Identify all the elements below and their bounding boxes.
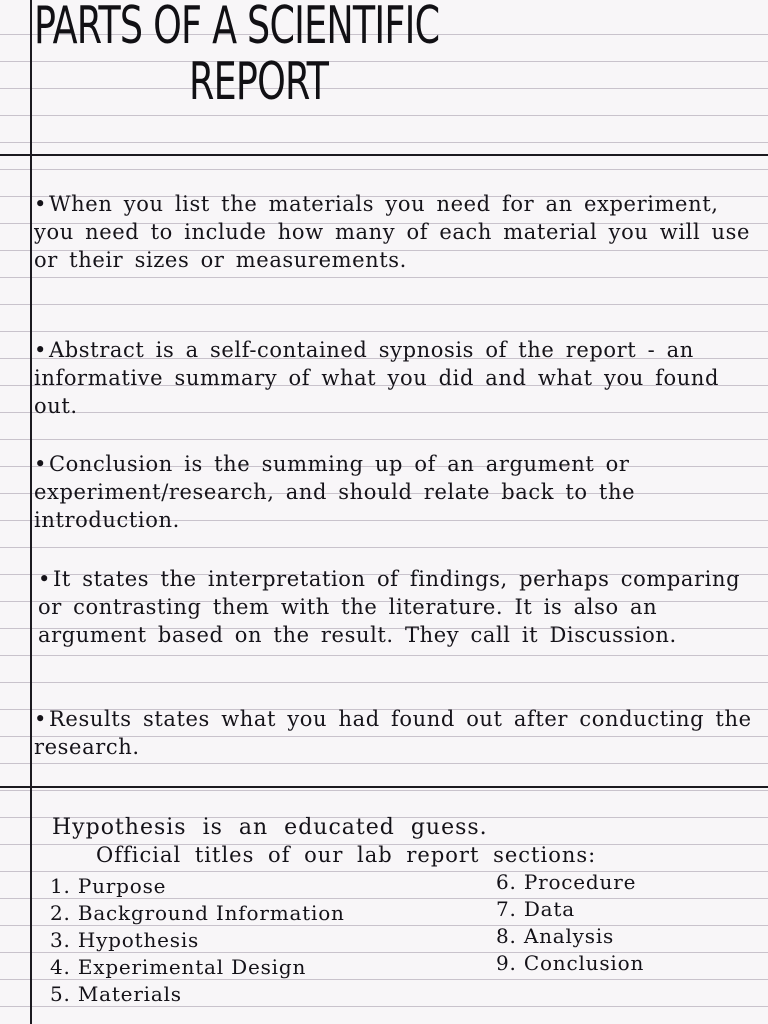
section-item: 9. Conclusion [496,951,645,975]
bullet: • [34,338,47,362]
section-item: 7. Data [496,897,575,921]
sections-list-left [50,873,345,1008]
title-line-2: REPORT [189,52,329,112]
page-title [34,0,764,112]
official-titles-heading: Official titles of our lab report sections: [96,843,597,867]
section-item: 4. Experimental Design [50,955,307,979]
note-text: Abstract is a self-contained sypnosis of the report - an informative summary of what you did and what you found out. [34,338,719,418]
sections-list-right [496,869,644,977]
note-text: Conclusion is the summing up of an argument or experiment/research, and should relate back to the introduction. [34,452,636,532]
note-text: Results states what you had found out after conducting the research. [34,707,752,759]
bullet: • [34,707,47,731]
note-conclusion [34,450,764,534]
note-results [34,705,764,761]
bullet: • [34,192,47,216]
section-item: 3. Hypothesis [50,928,200,952]
note-text: When you list the materials you need for an experiment, you need to include how many of each material you will use or their sizes or measurements. [34,192,751,272]
note-materials [34,190,764,274]
section-item: 2. Background Information [50,901,345,925]
note-text: It states the interpretation of findings, perhaps comparing or contrasting them with the literature. It is also an argument based on the result. They call it Discussion. [38,567,741,647]
bullet: • [34,452,47,476]
title-divider [0,154,768,156]
title-line-1: PARTS OF A SCIENTIFIC [34,0,440,56]
section-item: 5. Materials [50,982,182,1006]
hypothesis-note: Hypothesis is an educated guess. [52,815,488,840]
bullet: • [38,567,51,591]
sections-divider [0,786,768,788]
section-item: 1. Purpose [50,874,167,898]
section-item: 6. Procedure [496,870,637,894]
note-discussion [38,565,768,649]
note-abstract [34,336,764,420]
section-item: 8. Analysis [496,924,615,948]
